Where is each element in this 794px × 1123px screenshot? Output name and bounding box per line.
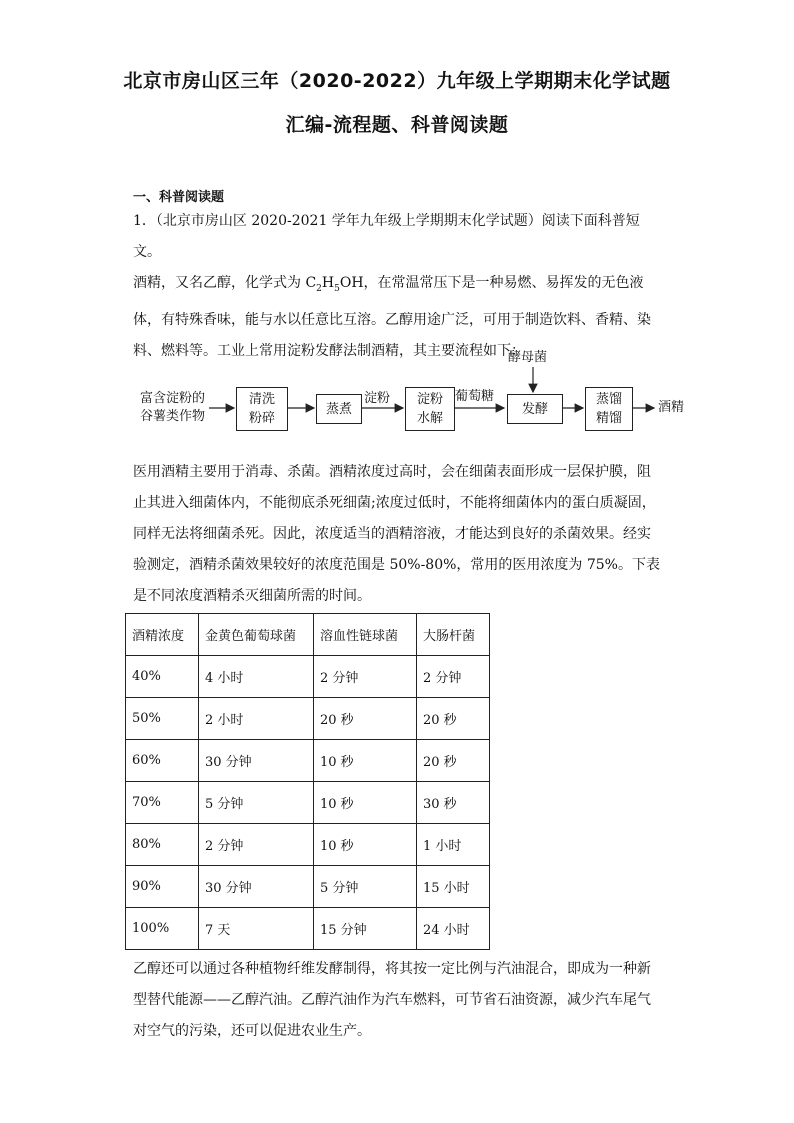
table-cell: 30 秒 [417,782,490,824]
table-cell: 5 分钟 [314,866,417,908]
table-cell: 24 小时 [417,908,490,950]
question-paragraph-3: 乙醇还可以通过各种植物纤维发酵制得，将其按一定比例与汽油混合，即成为一种新型替代能源——乙醇汽油。乙醇汽油作为汽车燃料，可节省石油资源，减少汽车尾气对空气的污染，还可以促进农业生产。 [133,961,651,1039]
table-cell: 10 秒 [314,824,417,866]
table-cell: 2 小时 [199,698,314,740]
page-title-line2: 汇编-流程题、科普阅读题 [285,114,509,136]
flow-box-fermentation: 发酵 [507,394,563,424]
table-cell: 40% [126,656,199,698]
question-intro: 1．（北京市房山区 2020-2021 学年九年级上学期期末化学试题）阅读下面科普短文。 [133,213,640,260]
table-cell: 10 秒 [314,740,417,782]
table-cell: 50% [126,698,199,740]
table-row [126,782,490,824]
flow-start-line1: 富含淀粉的 [140,391,206,406]
flow-label-yeast: 酵母菌 [508,350,548,365]
table-cell: 4 小时 [199,656,314,698]
table-cell: 80% [126,824,199,866]
table-cell: 30 分钟 [199,866,314,908]
table-cell: 20 秒 [417,740,490,782]
flow-box-hydrolysis [405,387,455,431]
flow-label-glucose: 葡萄糖 [455,389,495,404]
flow-box3-line2: 水解 [416,411,443,426]
paragraph-1-part-b: H [321,275,335,291]
flow-box1-line2: 粉碎 [248,411,275,426]
table-row [126,740,490,782]
table-cell: 2 分钟 [199,824,314,866]
table-cell: 1 小时 [417,824,490,866]
table-cell: 10 秒 [314,782,417,824]
formula-sub-1: 2 [316,283,322,294]
paragraph-1-part-a: 酒精，又名乙醇，化学式为 C [133,275,317,291]
table-cell: 100% [126,908,199,950]
table-header-cell: 大肠杆菌 [417,614,490,656]
table-cell: 15 分钟 [314,908,417,950]
table-header-row [126,614,490,656]
page-title-line1: 北京市房山区三年（2020-2022）九年级上学期期末化学试题 [123,70,671,92]
table-header-cell: 金黄色葡萄球菌 [199,614,314,656]
flow-start-label [140,390,205,426]
flow-box3-line1: 淀粉 [416,392,443,407]
table-cell: 15 小时 [417,866,490,908]
table-row [126,824,490,866]
table-cell: 2 分钟 [417,656,490,698]
section-heading: 一、科普阅读题 [133,190,225,205]
question-paragraph-1 [133,206,663,367]
table-cell: 30 分钟 [199,740,314,782]
table-cell: 2 分钟 [314,656,417,698]
table-cell: 5 分钟 [199,782,314,824]
table-header-cell: 酒精浓度 [126,614,199,656]
table-cell: 90% [126,866,199,908]
table-cell: 60% [126,740,199,782]
table-row [126,866,490,908]
table-cell: 20 秒 [314,698,417,740]
sterilization-time-table [125,613,490,950]
question-paragraph-2: 医用酒精主要用于消毒、杀菌。酒精浓度过高时，会在细菌表面形成一层保护膜，阻止其进入细菌体内，不能彻底杀死细菌;浓度过低时，不能将细菌体内的蛋白质凝固，同样无法将细菌杀死。因此，浓度适当的酒精溶液，才能达到良好的杀菌效果。经实验测定，酒精杀菌效果较好的浓度范围是 50%-80%，常用的医用浓度为 75%。下表是不同浓度酒精杀灭细菌所需的时间。 [133,464,660,604]
table-cell: 20 秒 [417,698,490,740]
flow-box-wash-crush [236,387,288,431]
table-row [126,698,490,740]
flow-box-steam: 蒸煮 [316,394,362,424]
flow-label-starch: 淀粉 [364,391,391,406]
formula-sub-2: 5 [334,283,340,294]
table-header-cell: 溶血性链球菌 [314,614,417,656]
table-row [126,656,490,698]
process-flow-diagram [130,345,690,445]
flow-end-label: 酒精 [658,400,685,415]
paragraph-1-part-c: OH，在常温常压下是一种易燃、易挥发的无色液体，有特殊香味，能与水以任意比互溶。乙醇用途广泛，可用于制造饮料、香精、染料、燃料等。工业上常用淀粉发酵法制酒精，其主要流程如下： [133,275,651,359]
flow-start-line2: 谷薯类作物 [140,409,206,424]
table-row [126,908,490,950]
table-cell: 70% [126,782,199,824]
table-cell: 7 天 [199,908,314,950]
flow-box-distill [585,387,633,431]
flow-box5-line2: 精馏 [595,411,622,426]
flow-box5-line1: 蒸馏 [595,392,622,407]
flow-box1-line1: 清洗 [248,392,275,407]
